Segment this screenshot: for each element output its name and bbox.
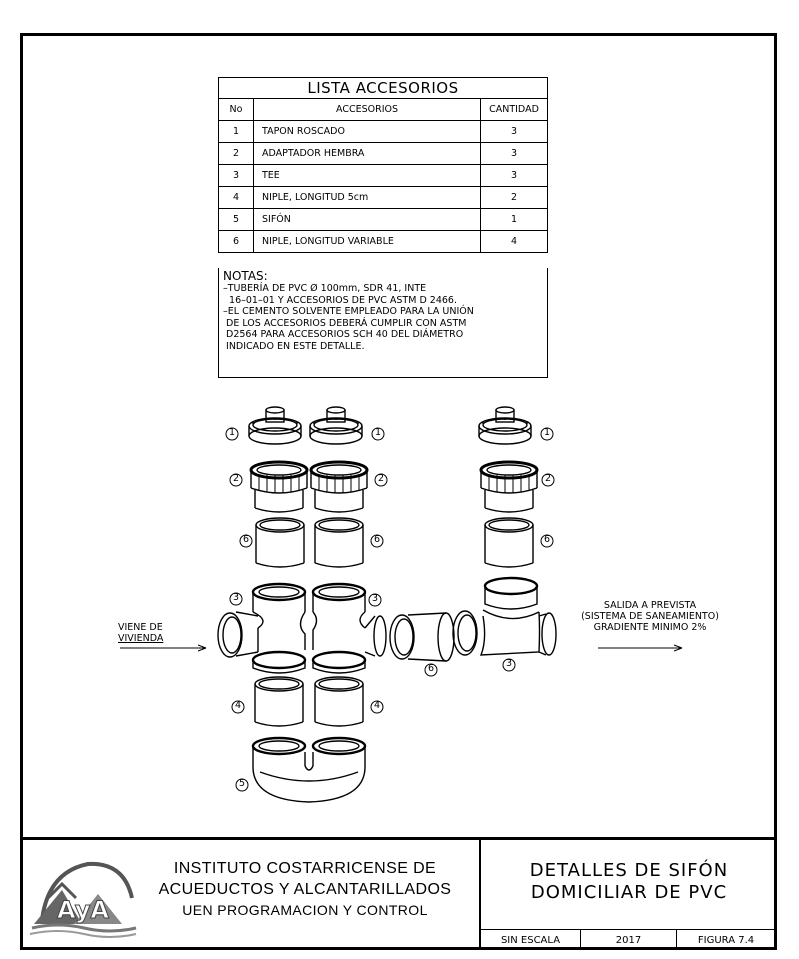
marker-label: 6 [427,663,435,674]
marker-label: 6 [373,534,381,545]
marker-label: 3 [232,592,240,603]
outlet-label [560,600,740,633]
row-qty: 3 [481,121,548,143]
note-line: –TUBERÍA DE PVC Ø 100mm, SDR 41, INTE [223,283,427,294]
notes-title: NOTAS: [223,269,268,283]
row-no: 6 [219,231,254,253]
row-name: NIPLE, LONGITUD VARIABLE [254,231,481,253]
drawing-title-line: DETALLES DE SIFÓN [529,860,729,881]
row-no: 5 [219,209,254,231]
marker-label: 4 [373,700,381,711]
note-line: INDICADO EN ESTE DETALLE. [223,340,365,352]
row-name: NIPLE, LONGITUD 5cm [254,187,481,209]
row-no: 1 [219,121,254,143]
row-name: SIFÓN [254,209,481,231]
scale-cell: SIN ESCALA [500,935,561,946]
marker-label: 1 [543,427,551,438]
marker-label: 1 [374,427,382,438]
outlet-label-line: SALIDA A PREVISTA [603,600,697,611]
drawing-title-line: DOMICILIAR DE PVC [530,882,728,903]
row-qty: 1 [481,209,548,231]
note-line: DE LOS ACCESORIOS DEBERÁ CUMPLIR CON ASTM [223,317,467,329]
row-qty: 3 [481,165,548,187]
header-cantidad: CANTIDAD [481,99,548,121]
marker-label: 2 [232,473,240,484]
drawing-title [481,860,777,904]
marker-label: 6 [543,534,551,545]
org-line-3: UEN PROGRAMACION Y CONTROL [182,902,428,918]
row-no: 4 [219,187,254,209]
titleblock-divider [20,837,777,840]
org-line-1: INSTITUTO COSTARRICENSE DE [173,860,437,877]
marker-label: 3 [371,593,379,604]
row-name: ADAPTADOR HEMBRA [254,143,481,165]
figure-cell: FIGURA 7.4 [697,935,755,946]
row-qty: 3 [481,143,548,165]
marker-label: 2 [377,473,385,484]
note-line: –EL CEMENTO SOLVENTE EMPLEADO PARA LA UNIÓN [223,306,474,317]
org-line-2: ACUEDUCTOS Y ALCANTARILLADOS [158,881,452,898]
titleblock-divider [479,929,777,930]
marker-label: 1 [228,427,236,438]
aya-logo-icon [28,850,138,940]
row-no: 2 [219,143,254,165]
inlet-label-line: VIVIENDA [118,633,164,644]
marker-label: 3 [505,658,513,669]
marker-label: 4 [234,700,242,711]
logo-text: AyA [57,896,109,924]
note-line: D2564 PARA ACCESORIOS SCH 40 DEL DIÁMETRO [223,329,464,340]
row-qty: 4 [481,231,548,253]
table-title: LISTA ACCESORIOS [219,78,548,99]
note-line: 16–01–01 Y ACCESORIOS DE PVC ASTM D 2466. [223,294,457,306]
header-no: No [219,99,254,121]
marker-label: 5 [238,778,246,789]
outlet-label-line: GRADIENTE MINIMO 2% [593,622,707,633]
outlet-label-line: (SISTEMA DE SANEAMIENTO) [581,611,719,622]
row-name: TEE [254,165,481,187]
inlet-label [118,622,188,644]
marker-label: 6 [242,534,250,545]
row-name: TAPON ROSCADO [254,121,481,143]
organization-block [130,858,480,921]
inlet-label-line: VIENE DE [118,622,163,633]
year-cell: 2017 [615,935,642,946]
header-accesorios: ACCESORIOS [254,99,481,121]
row-qty: 2 [481,187,548,209]
marker-label: 2 [544,473,552,484]
row-no: 3 [219,165,254,187]
